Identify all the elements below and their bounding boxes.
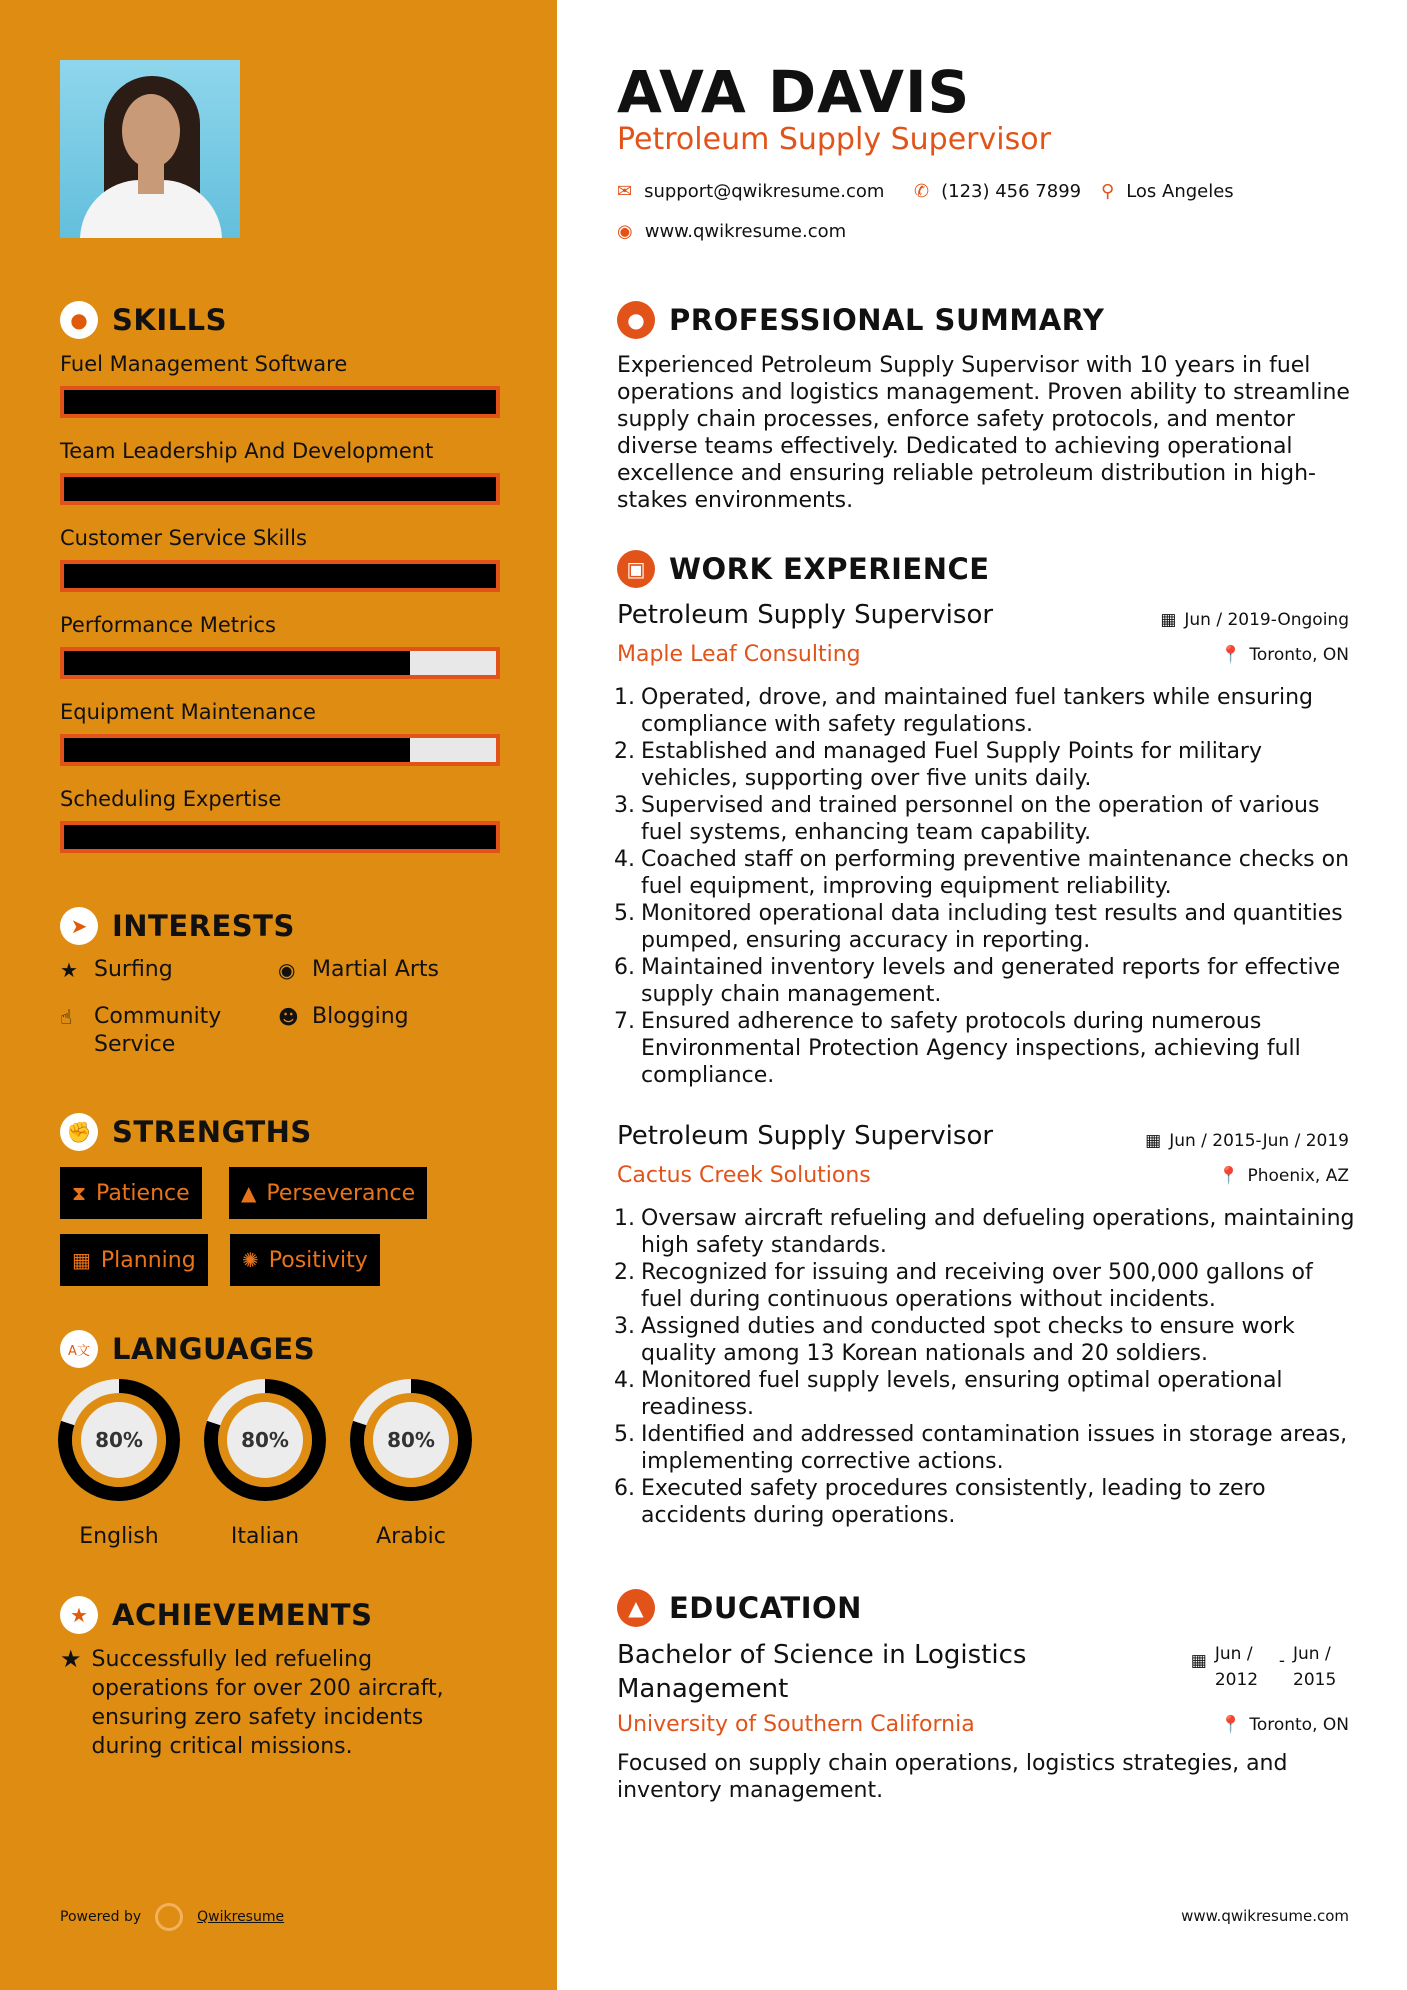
- skill-name: Scheduling Expertise: [60, 787, 282, 811]
- phone-icon: ✆: [914, 181, 930, 202]
- envelope-icon: ✉: [617, 181, 633, 202]
- list-item: 2. Recognized for issuing and receiving over 500,000 gallons of fuel during continuous operations without incidents.: [614, 1260, 1313, 1312]
- skill-fill: [64, 825, 496, 849]
- education-heading: ▲ EDUCATION: [617, 1589, 862, 1627]
- footer-url[interactable]: www.qwikresume.com: [1181, 1907, 1349, 1925]
- skill-fill: [64, 390, 496, 414]
- sun-icon: ✺: [242, 1248, 259, 1272]
- candidate-name: AVA DAVIS: [617, 58, 971, 126]
- skill-fill: [64, 564, 496, 588]
- language-item: [349, 1378, 473, 1549]
- strengths-heading: ✊ STRENGTHS: [60, 1113, 312, 1151]
- summary-heading: ● PROFESSIONAL SUMMARY: [617, 301, 1104, 339]
- graduation-icon: ▲: [617, 1589, 655, 1627]
- school-name: University of Southern California: [617, 1712, 975, 1737]
- languages-heading: A文 LANGUAGES: [60, 1330, 315, 1368]
- paper-plane-icon: ➤: [60, 907, 98, 945]
- language-label: Italian: [230, 1524, 300, 1549]
- map-pin-icon: ⚲: [1101, 181, 1115, 202]
- list-item: 6. Executed safety procedures consistently, leading to zero accidents during operations.: [614, 1476, 1266, 1528]
- degree-title: Bachelor of Science in Logistics Management: [617, 1640, 1027, 1704]
- skill-name: Equipment Maintenance: [60, 700, 316, 724]
- pushpin-icon: 📍: [1220, 645, 1242, 665]
- globe-icon: ◉: [617, 221, 633, 242]
- language-item: [57, 1378, 181, 1549]
- shooting-star-icon: ★: [60, 1645, 82, 1673]
- achievements-heading: ★ ACHIEVEMENTS: [60, 1596, 372, 1634]
- job-bullets: [611, 684, 1361, 1089]
- candidate-role: Petroleum Supply Supervisor: [617, 122, 1051, 157]
- education-text: Focused on supply chain operations, logistics strategies, and inventory management.: [617, 1751, 1288, 1803]
- list-item: 7. Ensured adherence to safety protocols during numerous Environmental Protection Agency inspections, achieving full compliance.: [614, 1009, 1301, 1088]
- profile-photo: [60, 60, 240, 238]
- globe-icon: ◉: [278, 958, 296, 982]
- hourglass-icon: ⧗: [72, 1181, 87, 1205]
- skill-item: [60, 439, 500, 505]
- calendar-icon: ▦: [1160, 610, 1177, 630]
- skill-name: Customer Service Skills: [60, 526, 307, 550]
- skill-item: [60, 526, 500, 592]
- hand-icon: ☝: [60, 1005, 73, 1029]
- calendar-icon: ▦: [1145, 1131, 1162, 1151]
- list-item: 1. Oversaw aircraft refueling and defueling operations, maintaining high safety standards.: [614, 1206, 1355, 1258]
- skill-bar: [60, 473, 500, 505]
- powered-by: Powered by Qwikresume: [60, 1903, 284, 1931]
- pushpin-icon: 📍: [1218, 1166, 1240, 1186]
- star-badge-icon: ★: [60, 1596, 98, 1634]
- list-item: 4. Coached staff on performing preventive maintenance checks on fuel equipment, improving equipment reliability.: [614, 847, 1350, 899]
- skill-name: Performance Metrics: [60, 613, 276, 637]
- qwikresume-link[interactable]: Qwikresume: [197, 1909, 285, 1925]
- skill-item: [60, 352, 500, 418]
- skill-item: [60, 613, 500, 679]
- education-dates: ▦ Jun / 2012 - Jun / 2015: [1190, 1644, 1337, 1690]
- skill-bar: [60, 560, 500, 592]
- job-company: Maple Leaf Consulting: [617, 642, 861, 667]
- list-item: 3. Supervised and trained personnel on the operation of various fuel systems, enhancing team capability.: [614, 793, 1320, 845]
- date-separator: -: [1278, 1651, 1285, 1671]
- skill-bar: [60, 821, 500, 853]
- strength-tag: ✺ Positivity: [230, 1234, 380, 1286]
- job-bullets: [611, 1205, 1361, 1529]
- calendar-icon: ▦: [72, 1248, 91, 1272]
- language-label: English: [79, 1524, 159, 1549]
- list-item: 2. Established and managed Fuel Supply Points for military vehicles, supporting over five units daily.: [614, 739, 1262, 791]
- skill-item: [60, 700, 500, 766]
- sidebar: [0, 0, 557, 1990]
- contact-email: ✉ support@qwikresume.com: [617, 181, 885, 202]
- interest-item: ☝ Community Service: [60, 1004, 222, 1057]
- job-dates: ▦ Jun / 2019-Ongoing: [1160, 610, 1349, 630]
- language-percent: 80%: [387, 1428, 435, 1452]
- skill-bar: [60, 386, 500, 418]
- language-ring: [203, 1378, 327, 1502]
- job-title: Petroleum Supply Supervisor: [617, 1121, 994, 1151]
- user-icon: ●: [617, 301, 655, 339]
- list-item: 3. Assigned duties and conducted spot checks to ensure work quality among 13 Korean nationals and 20 soldiers.: [614, 1314, 1295, 1366]
- skill-name: Fuel Management Software: [60, 352, 348, 376]
- skill-fill: [64, 477, 496, 501]
- language-percent: 80%: [95, 1428, 143, 1452]
- interest-item: ★ Surfing: [60, 957, 173, 982]
- calendar-icon: ▦: [1190, 1651, 1207, 1671]
- language-percent: 80%: [241, 1428, 289, 1452]
- skill-bar: [60, 734, 500, 766]
- pushpin-icon: 📍: [1220, 1715, 1242, 1735]
- skill-bar: [60, 647, 500, 679]
- skill-fill: [64, 651, 410, 675]
- skills-heading: ● SKILLS: [60, 301, 227, 339]
- fist-icon: ✊: [60, 1113, 98, 1151]
- list-item: 4. Monitored fuel supply levels, ensuring optimal operational readiness.: [614, 1368, 1283, 1420]
- qwikresume-logo-icon: [155, 1903, 183, 1931]
- lightbulb-icon: ●: [60, 301, 98, 339]
- interest-item: ☻ Blogging: [278, 1004, 409, 1029]
- road-icon: ▲: [241, 1181, 257, 1205]
- skill-fill: [64, 738, 410, 762]
- skill-item: [60, 787, 500, 853]
- job-dates: ▦ Jun / 2015-Jun / 2019: [1145, 1131, 1349, 1151]
- experience-heading: ▣ WORK EXPERIENCE: [617, 550, 990, 588]
- interests-heading: ➤ INTERESTS: [60, 907, 295, 945]
- strength-tag: ▲ Perseverance: [229, 1167, 427, 1219]
- strength-tag: ⧗ Patience: [60, 1167, 202, 1219]
- job-location: 📍 Toronto, ON: [1220, 645, 1349, 665]
- strength-tag: ▦ Planning: [60, 1234, 208, 1286]
- briefcase-icon: ▣: [617, 550, 655, 588]
- list-item: 1. Operated, drove, and maintained fuel tankers while ensuring compliance with safety regulations.: [614, 685, 1313, 737]
- education-location: 📍 Toronto, ON: [1220, 1715, 1349, 1735]
- job-location: 📍 Phoenix, AZ: [1218, 1166, 1349, 1186]
- language-ring: [349, 1378, 473, 1502]
- contact-location: ⚲ Los Angeles: [1101, 181, 1234, 202]
- language-item: [203, 1378, 327, 1549]
- job-company: Cactus Creek Solutions: [617, 1163, 871, 1188]
- list-item: 5. Identified and addressed contamination issues in storage areas, implementing corrective actions.: [614, 1422, 1348, 1474]
- job-title: Petroleum Supply Supervisor: [617, 600, 994, 630]
- skill-name: Team Leadership And Development: [60, 439, 434, 463]
- contact-phone: ✆ (123) 456 7899: [914, 181, 1082, 202]
- summary-text: Experienced Petroleum Supply Supervisor with 10 years in fuel operations and logistics management. Proven ability to streamline supply chain processes, enforce safety protocols, and mentor diverse teams effectively. Dedicated to achieving operational excellence and ensuring reliable petroleum distribution in high-stakes environments.: [617, 353, 1350, 513]
- language-label: Arabic: [376, 1524, 446, 1549]
- language-ring: [57, 1378, 181, 1502]
- list-item: 6. Maintained inventory levels and generated reports for effective supply chain management.: [614, 955, 1341, 1007]
- interest-item: ◉ Martial Arts: [278, 957, 440, 982]
- star-icon: ★: [60, 958, 78, 982]
- contact-website: ◉ www.qwikresume.com: [617, 221, 847, 242]
- users-icon: ☻: [278, 1005, 299, 1029]
- list-item: 5. Monitored operational data including test results and quantities pumped, ensuring accuracy in reporting.: [614, 901, 1343, 953]
- language-icon: A文: [60, 1330, 98, 1368]
- achievement-item: ★ Successfully led refueling operations for over 200 aircraft, ensuring zero safety incidents during critical missions.: [60, 1645, 444, 1759]
